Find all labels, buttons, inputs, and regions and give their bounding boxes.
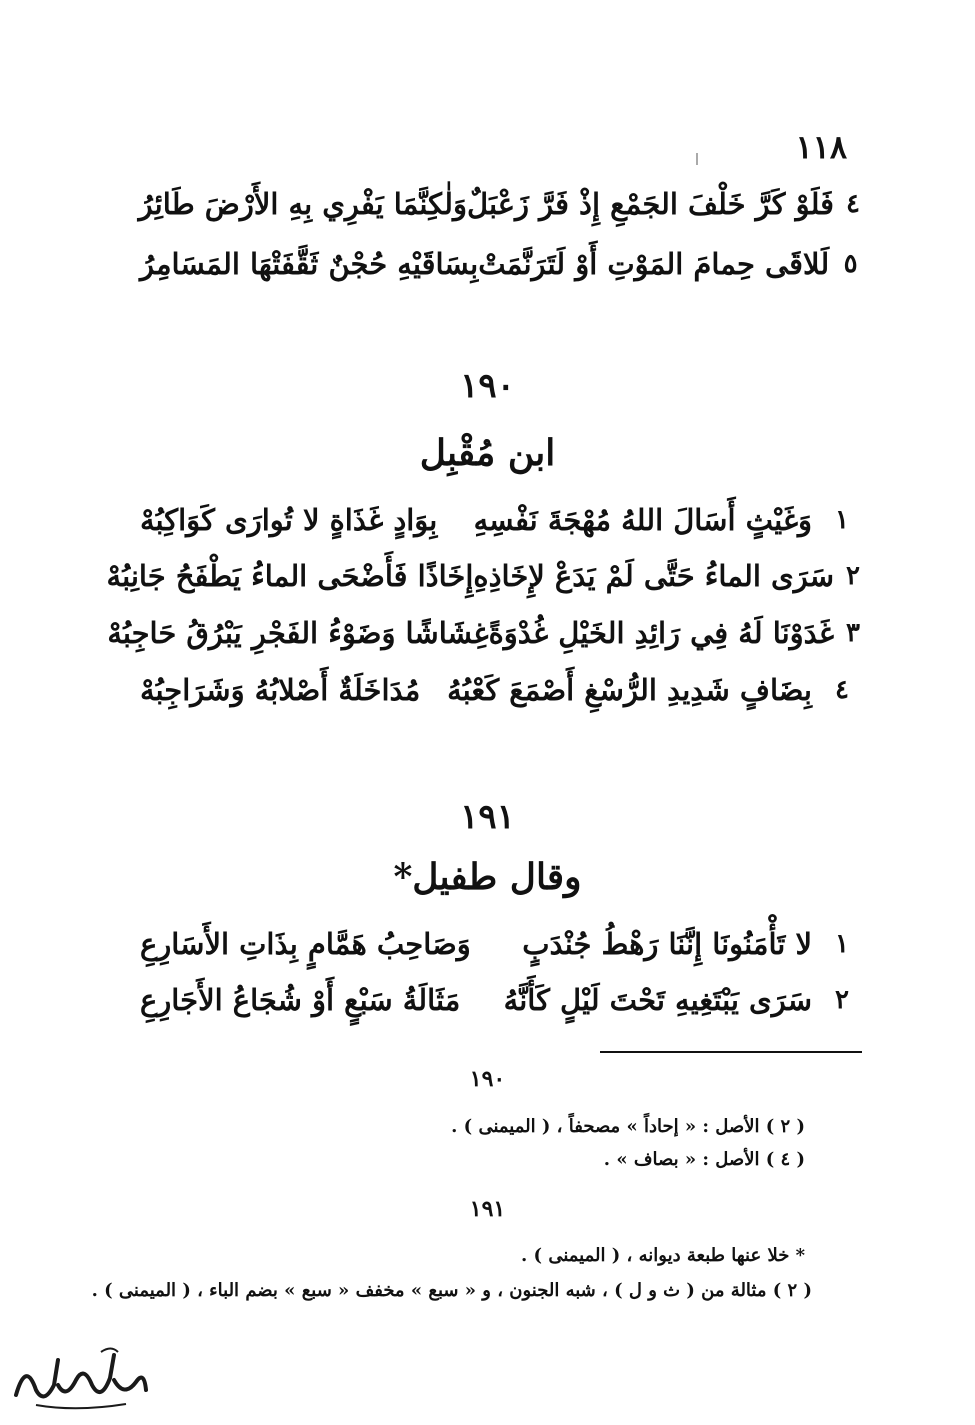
verse-first-hemistich: لَلاقَى حِمامَ المَوْتِ أَوْ لَتَرَنَّمَتْ <box>478 247 830 281</box>
verse-number: ١ <box>835 505 849 535</box>
verse-line <box>140 241 860 287</box>
verse-number: ٥ <box>843 249 858 279</box>
verse-second-hemistich: وَصَاحِبُ هَمَّامٍ بِذَاتِ الأَسَارِعِ <box>140 927 471 961</box>
verse-line <box>140 977 860 1023</box>
footnote: ( ٢ ) الأصل : « إحاداً » مصحفاً ، ( الميمنى ) . <box>451 1116 805 1137</box>
verse-first-hemistich: فَلَوْ كَرَّ خَلْفَ الجَمْعِ إِذْ فَرَّ زَعْبَلٌ <box>466 187 835 221</box>
verse-number: ٢ <box>835 985 849 1015</box>
verse-second-hemistich: بِسَاقَيْهِ حُجْنٌ ثَقَّفَتْهَا المَسَامِرُ <box>140 247 479 281</box>
verse-second-hemistich: مَثَالَةُ سَبْعٍ أَوْ شُجَاعُ الأَجَارِعِ <box>140 983 461 1017</box>
stray-mark <box>695 150 699 162</box>
verse-second-hemistich: إِخَاذًا فَأَضْحَى الماءُ يَطْفَحُ جَانِبُهْ <box>106 559 474 593</box>
footnote-divider <box>600 1051 862 1053</box>
footnote-section-heading: ١٩٠ <box>469 1066 506 1092</box>
poem-number: ١٩١ <box>460 797 515 837</box>
verse-first-hemistich: غَدَوْنَا لَهُ فِي رَائِدِ الخَيْلِ غُدْوَةً <box>488 616 835 650</box>
footnote: * خلا عنها طبعة ديوانه ، ( الميمنى ) . <box>521 1245 805 1266</box>
footnote: ( ٢ ) مثالة من ( ث و ل ) ، شبه الجنون ، و « سبع » مخفف « سبع » بضم الباء ، ( الميمنى ) . <box>91 1280 812 1301</box>
verse-line <box>140 921 860 967</box>
verse-first-hemistich: سَرَى الماءُ حَتَّى لَمْ يَدَعْ لإِخَاذِهِ <box>473 559 835 593</box>
verse-second-hemistich: غِشَاشًا وَضَوْءُ الفَجْرِ يَبْرُقُ حَاجِبُهْ <box>107 616 489 650</box>
verse-second-hemistich: بِوَادٍ غَذَاةٍ لا تُوارَى كَوَاكِبُهْ <box>140 503 438 537</box>
poet-heading: وقال طفيل* <box>393 856 582 898</box>
poet-heading: ابن مُقْبِل <box>419 432 556 474</box>
verse-first-hemistich: سَرَى يَبْتَغِيهِ تَحْتَ لَيْلٍ كَأَنَّهُ <box>503 983 812 1017</box>
verse-line <box>106 553 860 599</box>
verse-first-hemistich: لا تَأْمَنُونَا إِنَّنَا رَهْطُ جُنْدَبٍ <box>522 927 812 961</box>
verse-second-hemistich: مُدَاخَلَةٌ أَصْلابُهُ وَشَرَاجِبُهْ <box>140 673 421 707</box>
verse-second-hemistich: وَلٰكِنَّمَا يَفْرِي بِهِ الأَرْضَ طَائِرُ <box>138 187 467 221</box>
verse-number: ١ <box>835 929 849 959</box>
verse-number: ٣ <box>846 618 860 648</box>
poem-number: ١٩٠ <box>460 366 515 406</box>
verse-first-hemistich: بِضَافٍ شَدِيدِ الرُّسْغِ أَصْمَعَ كَعْبُهُ <box>447 673 812 707</box>
verse-first-hemistich: وَغَيْثٍ أَسَالَ اللهُ مُهْجَةَ نَفْسِهِ <box>473 503 812 537</box>
footnote: ( ٤ ) الأصل : « بصاف » . <box>603 1149 805 1170</box>
verse-line <box>140 181 860 227</box>
page-number: ١١٨ <box>795 128 847 166</box>
verse-number: ٤ <box>835 675 849 705</box>
verse-line <box>140 667 860 713</box>
verse-number: ٢ <box>846 561 860 591</box>
verse-line <box>140 497 860 543</box>
calligraphy-stamp-logo <box>6 1340 156 1415</box>
verse-number: ٤ <box>846 189 860 219</box>
verse-line <box>107 610 860 656</box>
footnote-section-heading: ١٩١ <box>469 1196 506 1222</box>
